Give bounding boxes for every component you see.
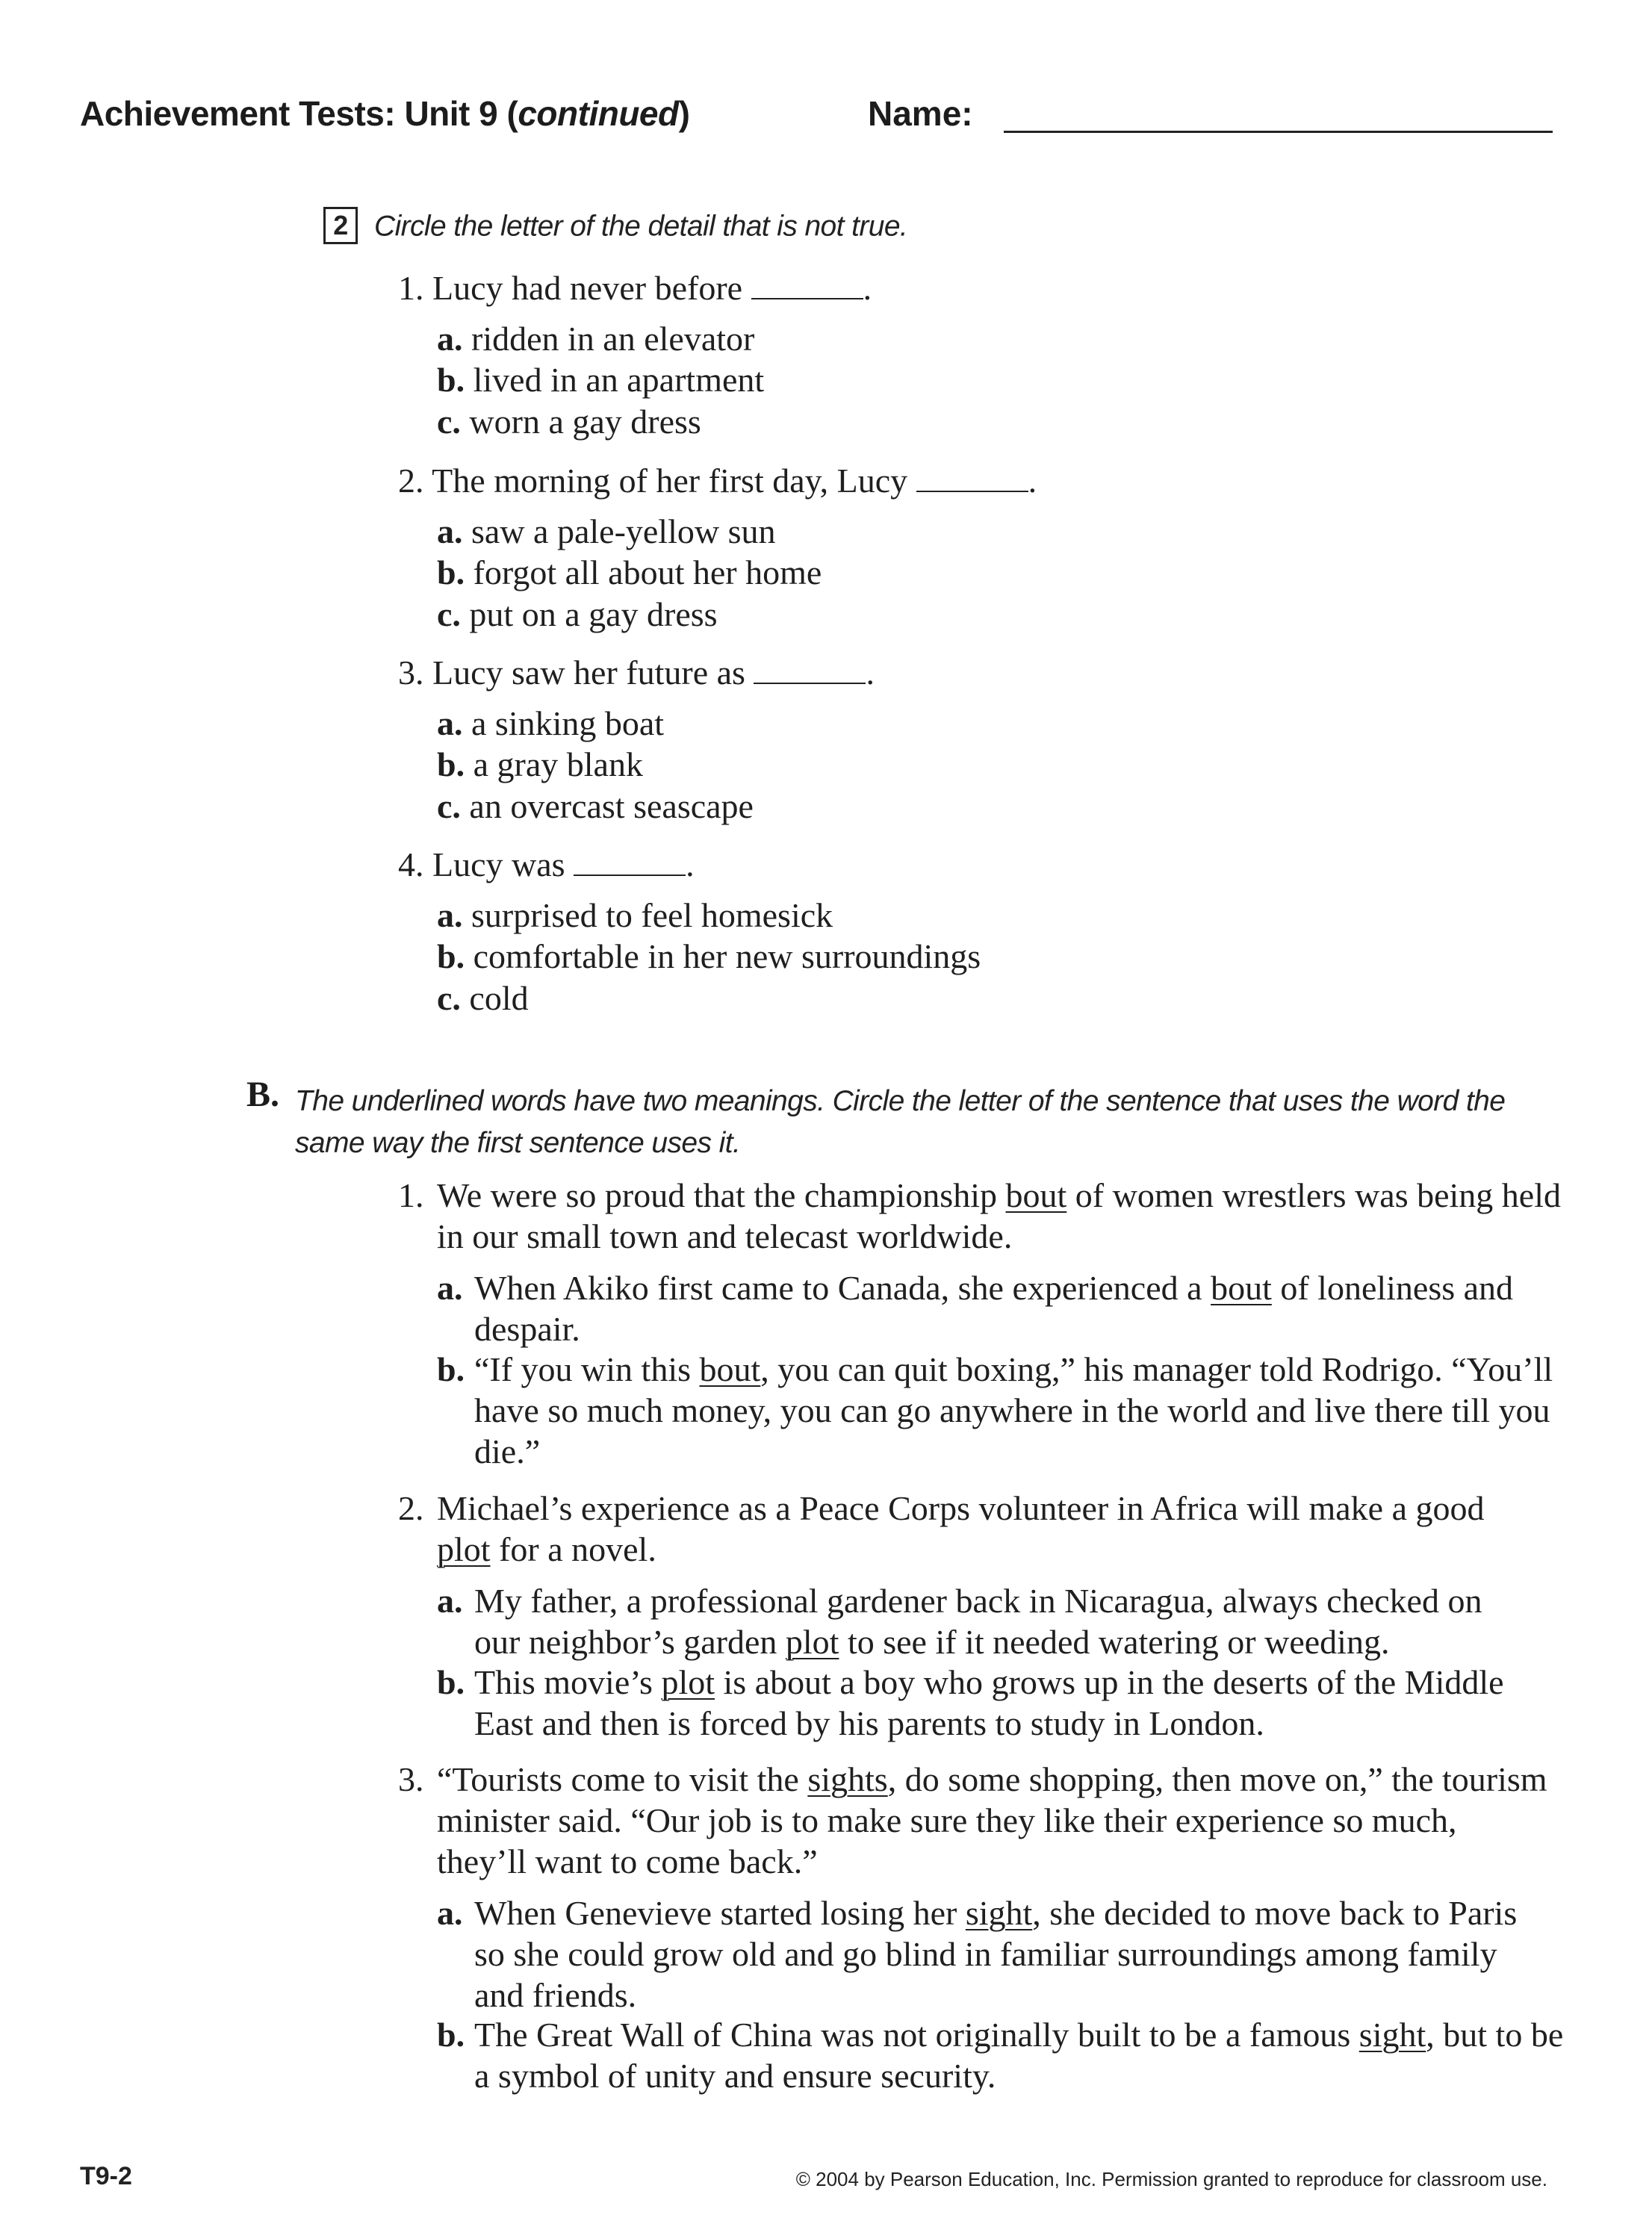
option-3a[interactable]: a. a sinking boat [437, 704, 665, 742]
item-number: 1. [398, 1176, 424, 1214]
vocab-option-1b[interactable]: b. “If you win this bout, you can quit boxing,” his manager told Rodrigo. “You’ll have so much money, you can go anywhere in the world and live there till you die.” [437, 1350, 1553, 1470]
vocab-option-2b[interactable]: b. This movie’s plot is about a boy who grows up in the deserts of the Middle East and then is forced by his parents to study in London. [437, 1663, 1504, 1742]
page-title: Achievement Tests: Unit 9 (continued) [80, 94, 690, 133]
copyright-notice: © 2004 by Pearson Education, Inc. Permission granted to reproduce for classroom use. [795, 2168, 1547, 2190]
answer-blank [916, 465, 1028, 492]
underlined-word: bout [699, 1350, 761, 1388]
name-label: Name: [868, 94, 973, 133]
answer-blank [574, 849, 686, 876]
underlined-word: bout [1005, 1176, 1067, 1214]
option-1b[interactable]: b. lived in an apartment [437, 361, 765, 399]
option-1a[interactable]: a. ridden in an elevator [437, 320, 755, 358]
name-blank-line[interactable] [1004, 131, 1553, 133]
item-number: 3. [398, 1760, 424, 1798]
vocab-option-2a[interactable]: a. My father, a professional gardener back in Nicaragua, always checked on our neighbor’s garden plot to see if it needed watering or weeding. [437, 1582, 1482, 1661]
item-number: 2. [398, 1489, 424, 1527]
section-number-box: 2 [323, 207, 358, 244]
section-2-instruction: 2 Circle the letter of the detail that is not true. [323, 209, 907, 246]
vocab-option-1a[interactable]: a. When Akiko first came to Canada, she experienced a bout of loneliness and despair. [437, 1269, 1514, 1348]
question-2: 2. The morning of her first day, Lucy . [398, 462, 1037, 500]
underlined-word: bout [1211, 1269, 1272, 1307]
underlined-word: sights [807, 1760, 888, 1798]
underlined-word: plot [661, 1663, 715, 1701]
underlined-word: sight [965, 1894, 1033, 1932]
option-2c[interactable]: c. put on a gay dress [437, 595, 718, 633]
vocab-item-1: 1. We were so proud that the championship bout of women wrestlers was being held in our small town and telecast worldwide. [398, 1176, 1562, 1255]
vocab-option-3a[interactable]: a. When Genevieve started losing her sight, she decided to move back to Paris so she could grow old and go blind in familiar surroundings among family and friends. [437, 1894, 1518, 2014]
option-2b[interactable]: b. forgot all about her home [437, 553, 822, 591]
section-b-instruction: The underlined words have two meanings. Circle the letter of the sentence that uses the word the same way the first sentence uses it. [295, 1085, 1506, 1159]
page-header [80, 93, 1559, 146]
option-2a[interactable]: a. saw a pale-yellow sun [437, 512, 776, 550]
answer-blank [751, 273, 863, 299]
vocab-item-2: 2. Michael’s experience as a Peace Corps volunteer in Africa will make a good plot for a novel. [398, 1489, 1485, 1568]
vocab-option-3b[interactable]: b. The Great Wall of China was not originally built to be a famous sight, but to be a symbol of unity and ensure security. [437, 2016, 1564, 2095]
underlined-word: plot [785, 1623, 839, 1661]
option-4b[interactable]: b. comfortable in her new surroundings [437, 937, 981, 975]
question-4: 4. Lucy was . [398, 845, 695, 883]
vocab-item-3: 3. “Tourists come to visit the sights, do some shopping, then move on,” the tourism minister said. “Our job is to make sure they like their experience so much, they’ll want to come back.” [398, 1760, 1547, 1880]
option-3c[interactable]: c. an overcast seascape [437, 787, 754, 825]
section-b-letter: B. [246, 1075, 280, 1114]
option-4a[interactable]: a. surprised to feel homesick [437, 896, 833, 934]
answer-blank [754, 657, 866, 684]
question-3: 3. Lucy saw her future as . [398, 653, 875, 692]
question-1: 1. Lucy had never before . [398, 269, 872, 307]
option-3b[interactable]: b. a gray blank [437, 745, 643, 783]
underlined-word: sight [1358, 2016, 1426, 2054]
page-code: T9-2 [80, 2162, 132, 2190]
underlined-word: plot [437, 1530, 491, 1568]
option-1c[interactable]: c. worn a gay dress [437, 403, 701, 441]
option-4c[interactable]: c. cold [437, 979, 529, 1017]
